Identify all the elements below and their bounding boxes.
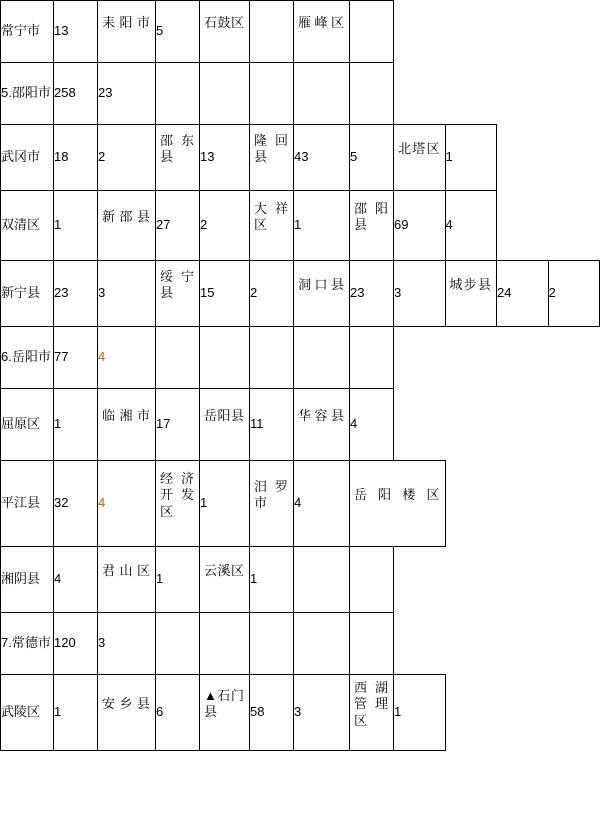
value-cell xyxy=(156,191,200,261)
value-cell xyxy=(156,547,200,613)
region-name: 屈原区 xyxy=(1,416,41,432)
empty-cell xyxy=(200,63,250,125)
empty-cell xyxy=(250,63,294,125)
region-name: 岳阳县 xyxy=(204,408,244,424)
value: 4 xyxy=(294,495,302,511)
city-name: 7.常德市 xyxy=(1,635,51,651)
region-name-cell-marked xyxy=(200,675,250,751)
region-name: 华容县 xyxy=(298,408,344,424)
region-name: 城步县 xyxy=(449,277,491,293)
empty-cell xyxy=(294,613,350,675)
value-cell xyxy=(294,675,350,751)
region-name-cell xyxy=(200,389,250,461)
value-cell xyxy=(200,461,250,547)
value: 23 xyxy=(350,285,365,301)
value: 23 xyxy=(98,85,113,101)
value-cell xyxy=(250,389,294,461)
empty-cell xyxy=(294,327,350,389)
value: 2 xyxy=(250,285,258,301)
region-name: ▲石门县 xyxy=(204,688,244,720)
value: 4 xyxy=(98,349,106,365)
region-name-cell xyxy=(1,191,54,261)
region-name-cell xyxy=(1,125,54,191)
value: 24 xyxy=(497,285,512,301)
value: 4 xyxy=(350,416,358,432)
region-name: 经济开发区 xyxy=(160,471,194,519)
value: 2 xyxy=(98,149,106,165)
value-cell xyxy=(350,1,394,63)
empty-cell xyxy=(350,327,394,389)
value-cell xyxy=(54,1,98,63)
region-name-cell xyxy=(294,1,350,63)
table-row xyxy=(1,547,600,613)
value: 1 xyxy=(445,149,453,165)
region-name-cell xyxy=(98,389,156,461)
region-name-cell xyxy=(1,461,54,547)
value: 2 xyxy=(548,285,556,301)
region-name: 新邵县 xyxy=(102,209,150,225)
value-cell xyxy=(156,389,200,461)
table-row xyxy=(1,675,600,751)
value-cell xyxy=(445,125,497,191)
value-cell xyxy=(294,461,350,547)
value-cell xyxy=(294,125,350,191)
value: 11 xyxy=(250,416,264,432)
value: 4 xyxy=(54,571,62,587)
value: 23 xyxy=(54,285,69,301)
region-name-cell xyxy=(156,261,200,327)
region-name: 湘阴县 xyxy=(1,571,41,587)
region-name-cell xyxy=(98,1,156,63)
table-row xyxy=(1,125,600,191)
table-row xyxy=(1,461,600,547)
table-row xyxy=(1,63,600,125)
value-cell xyxy=(98,261,156,327)
empty-cell xyxy=(156,613,200,675)
value-cell xyxy=(445,191,497,261)
value: 5 xyxy=(350,149,358,165)
empty-cell xyxy=(350,63,394,125)
value: 120 xyxy=(54,635,76,651)
value-cell xyxy=(98,125,156,191)
value-cell-highlight xyxy=(98,327,156,389)
empty-cell xyxy=(156,63,200,125)
value: 3 xyxy=(98,285,106,301)
value-cell xyxy=(98,613,156,675)
empty-cell xyxy=(200,327,250,389)
empty-cell xyxy=(250,613,294,675)
region-name: 常宁市 xyxy=(1,23,41,39)
region-name-cell xyxy=(200,1,250,63)
value: 258 xyxy=(54,85,76,101)
region-name: 安乡县 xyxy=(102,696,150,712)
value: 6 xyxy=(156,704,164,720)
value: 58 xyxy=(250,704,265,720)
value-cell xyxy=(54,613,98,675)
value: 5 xyxy=(156,23,164,39)
region-name-cell xyxy=(98,547,156,613)
empty-cell xyxy=(350,547,394,613)
region-name: 新宁县 xyxy=(1,285,41,301)
value-cell xyxy=(200,125,250,191)
region-name: 平江县 xyxy=(1,495,41,511)
region-name: 邵东县 xyxy=(160,133,194,165)
region-name-cell xyxy=(250,125,294,191)
value: 3 xyxy=(294,704,302,720)
region-name: 耒阳市 xyxy=(102,15,150,31)
empty-cell xyxy=(200,613,250,675)
value: 2 xyxy=(200,217,208,233)
value-cell xyxy=(548,261,600,327)
value: 17 xyxy=(156,416,171,432)
value: 15 xyxy=(200,285,215,301)
region-name: 武陵区 xyxy=(1,704,41,720)
value: 77 xyxy=(54,349,69,365)
value: 18 xyxy=(54,149,69,165)
value: 1 xyxy=(394,704,402,720)
value-cell xyxy=(200,191,250,261)
value-cell xyxy=(250,675,294,751)
value-cell xyxy=(98,63,156,125)
value-cell xyxy=(350,125,394,191)
value-cell xyxy=(250,547,294,613)
value-cell xyxy=(54,327,98,389)
value-cell xyxy=(54,461,98,547)
value: 32 xyxy=(54,495,69,511)
value: 1 xyxy=(54,416,62,432)
value: 1 xyxy=(294,217,302,233)
value-cell xyxy=(54,547,98,613)
region-name: 隆回县 xyxy=(254,133,288,165)
region-name-cell xyxy=(1,547,54,613)
table-row xyxy=(1,191,600,261)
region-name-cell xyxy=(200,547,250,613)
value-cell-highlight xyxy=(98,461,156,547)
value-cell xyxy=(54,675,98,751)
value: 4 xyxy=(445,217,453,233)
region-name-cell xyxy=(156,125,200,191)
value-cell xyxy=(54,389,98,461)
value: 1 xyxy=(200,495,208,511)
region-name-cell xyxy=(98,191,156,261)
value-cell xyxy=(350,261,394,327)
value: 1 xyxy=(54,217,62,233)
region-name-cell xyxy=(1,389,54,461)
city-name-cell xyxy=(1,63,54,125)
city-name-cell xyxy=(1,327,54,389)
value: 13 xyxy=(54,23,69,39)
region-name-cell xyxy=(98,675,156,751)
value: 3 xyxy=(98,635,106,651)
value-cell xyxy=(294,191,350,261)
region-name: 大祥区 xyxy=(254,201,288,233)
value: 1 xyxy=(250,571,258,587)
region-name-cell xyxy=(1,261,54,327)
value: 1 xyxy=(156,571,164,587)
city-name: 5.邵阳市 xyxy=(1,85,51,101)
value-cell xyxy=(250,261,294,327)
region-name-cell xyxy=(294,261,350,327)
region-name: 雁峰区 xyxy=(298,15,344,31)
value-cell xyxy=(54,125,98,191)
region-name-cell xyxy=(294,389,350,461)
value-cell xyxy=(250,1,294,63)
region-name-cell xyxy=(445,261,497,327)
value-cell xyxy=(394,191,446,261)
region-name-cell xyxy=(394,125,446,191)
value-cell xyxy=(54,63,98,125)
region-name: 汨罗市 xyxy=(254,479,288,511)
region-name: 双清区 xyxy=(1,217,41,233)
table-row xyxy=(1,327,600,389)
region-name-cell xyxy=(1,1,54,63)
value-cell xyxy=(54,191,98,261)
empty-cell xyxy=(294,63,350,125)
value: 4 xyxy=(98,495,106,511)
region-name: 西湖管理区 xyxy=(354,680,388,728)
region-name: 临湘市 xyxy=(102,408,150,424)
value-cell xyxy=(156,675,200,751)
value-cell xyxy=(156,1,200,63)
value-cell xyxy=(54,261,98,327)
region-name-cell xyxy=(1,675,54,751)
empty-cell xyxy=(294,547,350,613)
table-body xyxy=(1,1,600,751)
table-row xyxy=(1,613,600,675)
value: 3 xyxy=(394,285,402,301)
value-cell xyxy=(394,675,446,751)
value-cell xyxy=(394,261,446,327)
value-cell xyxy=(350,389,394,461)
value-cell xyxy=(497,261,549,327)
region-name: 绥宁县 xyxy=(160,269,194,301)
region-name: 岳阳楼区 xyxy=(354,487,440,503)
region-name-cell xyxy=(350,461,446,547)
empty-cell xyxy=(350,613,394,675)
region-name-cell xyxy=(156,461,200,547)
empty-cell xyxy=(156,327,200,389)
value: 27 xyxy=(156,217,171,233)
table-row xyxy=(1,261,600,327)
region-name: 云溪区 xyxy=(204,563,244,579)
region-name-cell xyxy=(350,191,394,261)
city-name-cell xyxy=(1,613,54,675)
city-name: 6.岳阳市 xyxy=(1,349,51,365)
region-name: 武冈市 xyxy=(1,149,41,165)
value-cell xyxy=(200,261,250,327)
table-row xyxy=(1,389,600,461)
region-name: 君山区 xyxy=(102,563,150,579)
value: 43 xyxy=(294,149,309,165)
region-name: 石鼓区 xyxy=(204,15,244,31)
value: 13 xyxy=(200,149,215,165)
region-name-cell xyxy=(250,461,294,547)
region-name: 洞口县 xyxy=(298,277,344,293)
region-name-cell xyxy=(250,191,294,261)
region-name: 邵阳县 xyxy=(354,201,388,233)
value: 69 xyxy=(394,217,409,233)
value: 1 xyxy=(54,704,62,720)
region-name: 北塔区 xyxy=(398,141,440,157)
empty-cell xyxy=(250,327,294,389)
table-row xyxy=(1,1,600,63)
region-name-cell xyxy=(350,675,394,751)
